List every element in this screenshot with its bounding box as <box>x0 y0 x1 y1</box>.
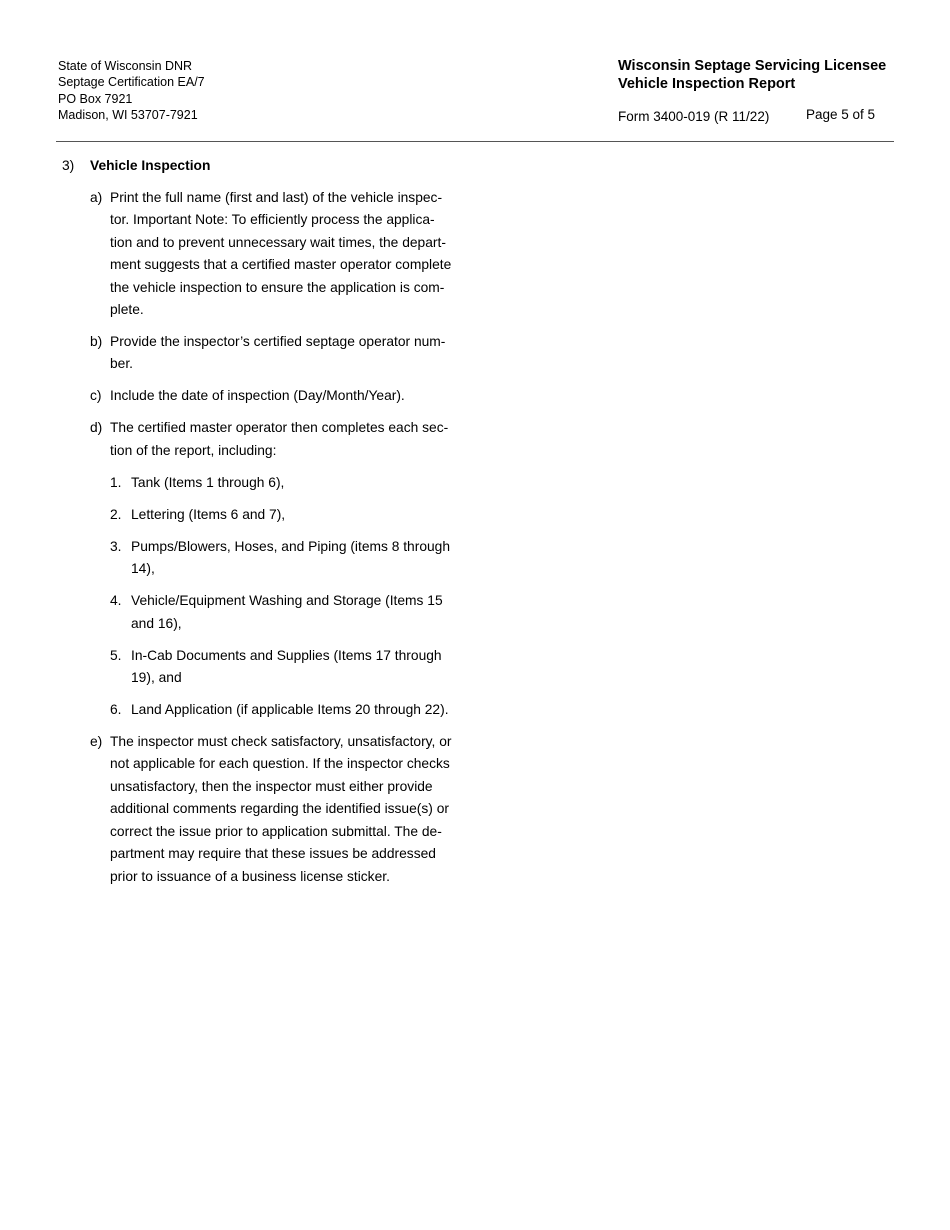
page-number: Page 5 of 5 <box>806 107 876 122</box>
list-marker: 4. <box>110 593 122 609</box>
text-line: Pumps/Blowers, Hoses, and Piping (items 8 through <box>131 538 451 554</box>
list-text <box>110 385 470 407</box>
text-line: tor. Important Note: To efficiently process the applica- <box>110 212 435 228</box>
list-text <box>110 331 470 376</box>
text-line: unsatisfactory, then the inspector must either provide <box>110 778 433 794</box>
list-marker: 6. <box>110 702 122 718</box>
text-line: Lettering (Items 6 and 7), <box>131 506 286 522</box>
text-line: In-Cab Documents and Supplies (Items 17 through <box>131 647 442 663</box>
text-line: prior to issuance of a business license sticker. <box>110 868 390 884</box>
header-divider <box>56 141 894 142</box>
text-line: ber. <box>110 356 134 372</box>
text-line: ment suggests that a certified master operator complete <box>110 257 452 273</box>
address-line: Septage Certification EA/7 <box>58 75 205 90</box>
text-line: Vehicle/Equipment Washing and Storage (Items 15 <box>131 593 443 609</box>
text-line: tion and to prevent unnecessary wait times, the depart- <box>110 234 446 250</box>
text-line: not applicable for each question. If the inspector checks <box>110 756 450 772</box>
text-line: and 16), <box>131 615 182 631</box>
list-marker: 1. <box>110 474 122 490</box>
title-line-1: Wisconsin Septage Servicing Licensee <box>618 58 887 74</box>
section-heading <box>62 156 210 176</box>
text-line: tion of the report, including: <box>110 442 277 458</box>
list-marker: d) <box>90 420 103 436</box>
text-line: Tank (Items 1 through 6), <box>131 474 285 490</box>
text-line: plete. <box>110 302 144 318</box>
text-line: the vehicle inspection to ensure the application is com- <box>110 279 445 295</box>
text-line: Provide the inspector’s certified septage operator num- <box>110 334 446 350</box>
text-line: The inspector must check satisfactory, unsatisfactory, or <box>110 734 452 750</box>
list-marker: c) <box>90 388 102 404</box>
list-marker: 2. <box>110 506 122 522</box>
sublist <box>110 472 480 722</box>
text-line: Print the full name (first and last) of the vehicle inspec- <box>110 190 443 205</box>
form-number: Form 3400-019 (R 11/22) <box>618 109 770 124</box>
text-line: 19), and <box>131 670 182 686</box>
list-marker: a) <box>90 190 103 205</box>
list-text <box>110 417 470 462</box>
sublist-item-3 <box>110 536 480 581</box>
sublist-item-1 <box>110 472 480 494</box>
list-item-b <box>90 331 480 376</box>
section-number: 3) <box>62 158 75 173</box>
sublist-item-6 <box>110 699 480 721</box>
text-line: Land Application (if applicable Items 20 through 22). <box>131 702 449 718</box>
list-text <box>131 504 471 526</box>
list-text <box>110 731 470 888</box>
text-line: correct the issue prior to application submittal. The de- <box>110 823 442 839</box>
list-text <box>131 590 471 635</box>
text-line: 14), <box>131 561 155 577</box>
text-line: additional comments regarding the identified issue(s) or <box>110 801 449 817</box>
text-line: Include the date of inspection (Day/Month/Year). <box>110 388 405 404</box>
title-line-2: Vehicle Inspection Report <box>618 76 796 92</box>
sublist-item-4 <box>110 590 480 635</box>
sublist-item-2 <box>110 504 480 526</box>
list-marker: e) <box>90 734 103 750</box>
sublist-item-5 <box>110 645 480 690</box>
list-item-d <box>90 417 480 462</box>
list-text <box>131 472 471 494</box>
agency-address <box>58 58 205 123</box>
list-item-c <box>90 385 480 407</box>
list-item-e <box>90 731 480 888</box>
list-marker: 3. <box>110 538 122 554</box>
address-line: PO Box 7921 <box>58 91 133 106</box>
list-marker: 5. <box>110 647 122 663</box>
section-body <box>90 187 480 898</box>
list-text <box>131 699 471 721</box>
address-line: State of Wisconsin DNR <box>58 59 193 73</box>
list-text <box>110 187 470 321</box>
document-title <box>618 57 886 93</box>
list-text <box>131 536 471 581</box>
address-line: Madison, WI 53707-7921 <box>58 107 198 122</box>
list-item-a <box>90 187 480 321</box>
section-title: Vehicle Inspection <box>90 158 211 173</box>
text-line: partment may require that these issues be addressed <box>110 846 436 862</box>
text-line: The certified master operator then completes each sec- <box>110 420 449 436</box>
list-text <box>131 645 471 690</box>
list-marker: b) <box>90 334 103 350</box>
